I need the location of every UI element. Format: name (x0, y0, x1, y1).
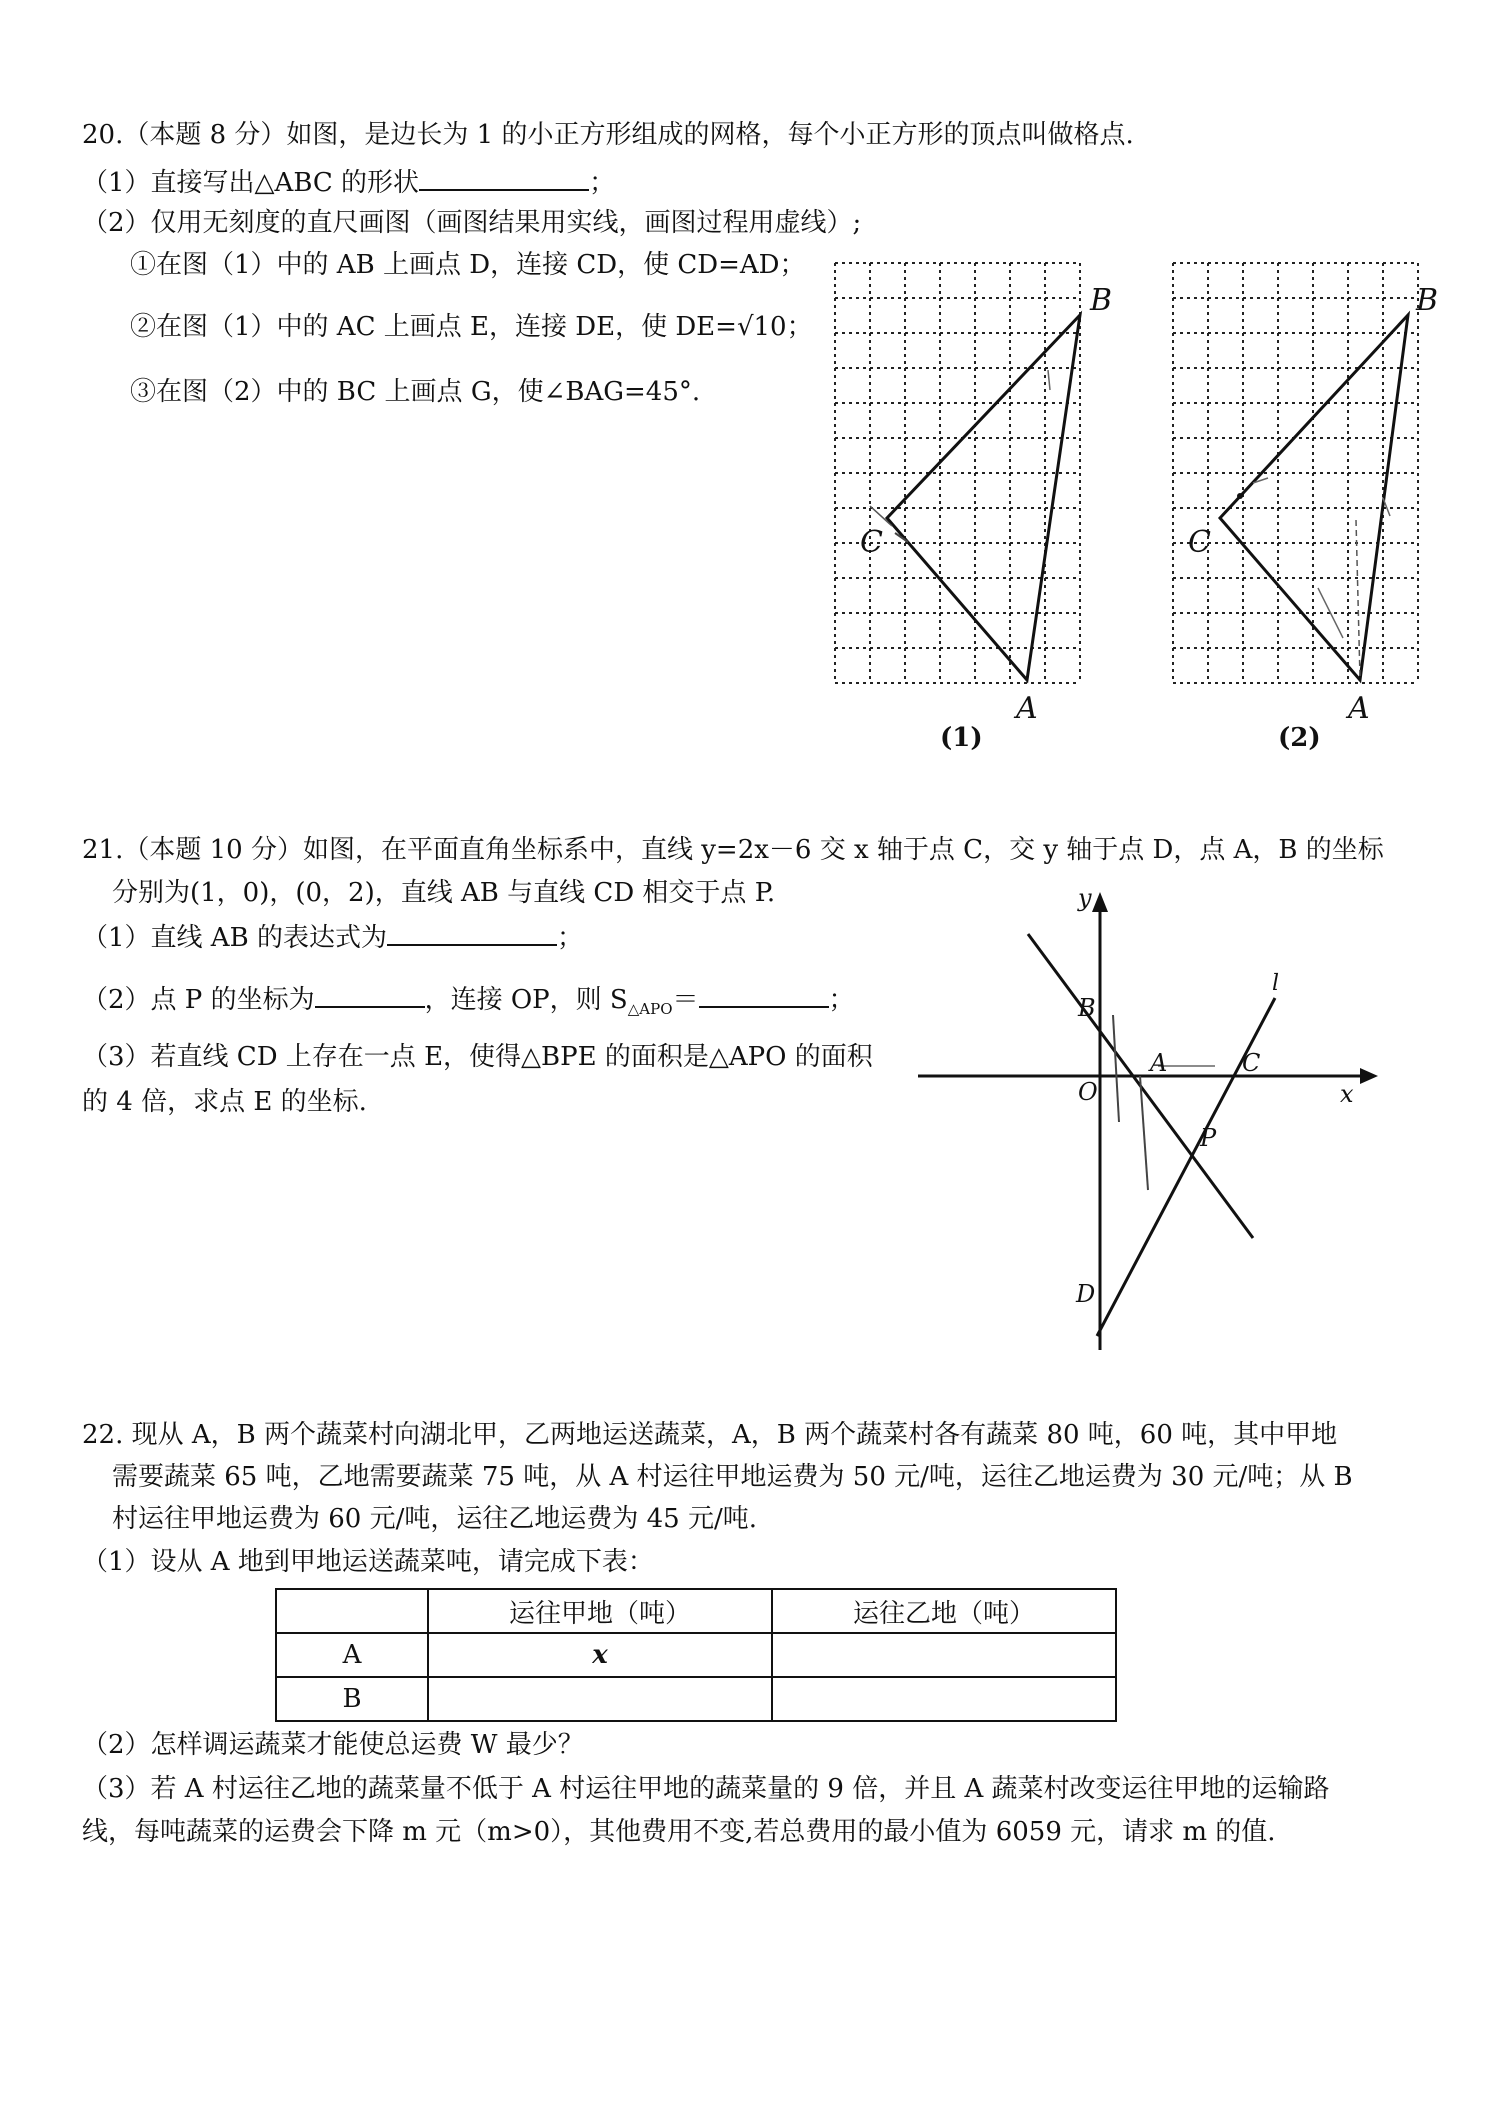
q20-figure-2 (1168, 258, 1468, 758)
q21-part2-point-blank[interactable] (315, 980, 425, 1008)
q21-part3-line2: 的 4 倍，求点 E 的坐标. (82, 1087, 367, 1117)
q20-part1-text: （1）直接写出△ABC 的形状 (82, 168, 420, 198)
label-o: O (1078, 1078, 1098, 1106)
q21-part1 (82, 918, 583, 955)
label-b: B (1078, 994, 1096, 1022)
table-cell: B (276, 1677, 428, 1721)
label-l: l (1272, 971, 1280, 996)
label-x: x (1340, 1080, 1354, 1108)
q21-part3-line1: （3）若直线 CD 上存在一点 E，使得△BPE 的面积是△APO 的面积 (82, 1042, 873, 1072)
pencil-mark (1113, 1015, 1119, 1122)
table-header-row (276, 1589, 1116, 1633)
q21-part1-text: （1）直线 AB 的表达式为 (82, 923, 387, 953)
label-c: C (1242, 1049, 1261, 1077)
q20-step3: ③在图（2）中的 BC 上画点 G，使∠BAG=45°. (130, 377, 701, 407)
label-a: A (1016, 691, 1038, 726)
label-b: B (1416, 283, 1439, 318)
pencil-mark (1048, 370, 1050, 390)
construction-point (1237, 493, 1243, 499)
q21-part2-text-b: ，连接 OP，则 S (424, 985, 628, 1015)
q22-stem-2: 需要蔬菜 65 吨，乙地需要蔬菜 75 吨，从 A 村运往甲地运费为 50 元/吨，运往乙地运费为 30 元/吨；从 B (112, 1462, 1353, 1492)
q21-coordinate-graph (910, 884, 1380, 1370)
x-axis-arrow (1360, 1068, 1378, 1084)
q20-figure-1 (830, 258, 1120, 758)
table-cell: x (428, 1633, 772, 1677)
label-a: A (1348, 691, 1370, 726)
q20-step1: ①在图（1）中的 AB 上画点 D，连接 CD，使 CD=AD； (130, 250, 806, 280)
table-row (276, 1677, 1116, 1721)
q21-part2-end: ； (828, 985, 855, 1015)
q21-part1-end: ； (556, 923, 583, 953)
table-answer-cell[interactable] (428, 1677, 772, 1721)
table-answer-cell[interactable] (772, 1677, 1116, 1721)
q21-part1-answer-blank[interactable] (387, 918, 557, 946)
figure-caption: (1) (940, 723, 983, 753)
q22-stem-3: 村运往甲地运费为 60 元/吨，运往乙地运费为 45 元/吨. (112, 1504, 758, 1534)
figure-caption: (2) (1278, 723, 1321, 753)
table-header-cell: 运往乙地（吨） (772, 1589, 1116, 1633)
grid-lines-2 (1173, 263, 1418, 683)
label-b: B (1090, 283, 1113, 318)
q21-part2-subscript: △APO (627, 1000, 673, 1019)
label-c: C (860, 525, 883, 560)
label-d: D (1076, 1280, 1096, 1308)
grid-lines-1 (835, 263, 1080, 683)
q22-part3-line2: 线，每吨蔬菜的运费会下降 m 元（m>0），其他费用不变,若总费用的最小值为 6059 元，请求 m 的值. (82, 1817, 1276, 1847)
q20-part1 (82, 163, 615, 200)
label-y: y (1078, 884, 1092, 912)
triangle-abc-1 (887, 315, 1080, 680)
table-answer-cell[interactable] (772, 1633, 1116, 1677)
table-header-cell: 运往甲地（吨） (428, 1589, 772, 1633)
y-axis-arrow (1092, 892, 1108, 912)
label-a: A (1150, 1049, 1168, 1077)
q22-stem-1: 22. 现从 A，B 两个蔬菜村向湖北甲，乙两地运送蔬菜，A，B 两个蔬菜村各有蔬菜 80 吨，60 吨，其中甲地 (82, 1420, 1338, 1450)
q22-part2: （2）怎样调运蔬菜才能使总运费 W 最少？ (82, 1730, 584, 1760)
q22-part3-line1: （3）若 A 村运往乙地的蔬菜量不低于 A 村运往甲地的蔬菜量的 9 倍，并且 A 蔬菜村改变运往甲地的运输路 (82, 1774, 1330, 1804)
table-header-cell (276, 1589, 428, 1633)
q22-part1: （1）设从 A 地到甲地运送蔬菜吨，请完成下表： (82, 1547, 654, 1577)
q20-stem: 20.（本题 8 分）如图，是边长为 1 的小正方形组成的网格，每个小正方形的顶点叫做格点. (82, 120, 1134, 150)
q21-stem-1: 21.（本题 10 分）如图，在平面直角坐标系中，直线 y=2x－6 交 x 轴于点 C，交 y 轴于点 D，点 A，B 的坐标 (82, 835, 1384, 865)
q20-part2: （2）仅用无刻度的直尺画图（画图结果用实线，画图过程用虚线）; (82, 208, 862, 238)
table-row (276, 1633, 1116, 1677)
q21-part2-text-c: ＝ (672, 985, 699, 1015)
q20-part1-end: ； (589, 168, 616, 198)
q21-part2-area-blank[interactable] (699, 980, 829, 1008)
q21-part2-text-a: （2）点 P 的坐标为 (82, 985, 315, 1015)
construction-line (1356, 520, 1360, 678)
table-cell: A (276, 1633, 428, 1677)
label-c: C (1188, 525, 1211, 560)
q20-step2: ②在图（1）中的 AC 上画点 E，连接 DE，使 DE=√10； (130, 312, 813, 342)
q20-part1-answer-blank[interactable] (419, 163, 589, 191)
q21-stem-2: 分别为(1，0)，(0，2)，直线 AB 与直线 CD 相交于点 P. (112, 878, 776, 908)
q22-transport-table (275, 1588, 1117, 1722)
label-p: P (1200, 1124, 1217, 1152)
q21-part2 (82, 980, 855, 1026)
